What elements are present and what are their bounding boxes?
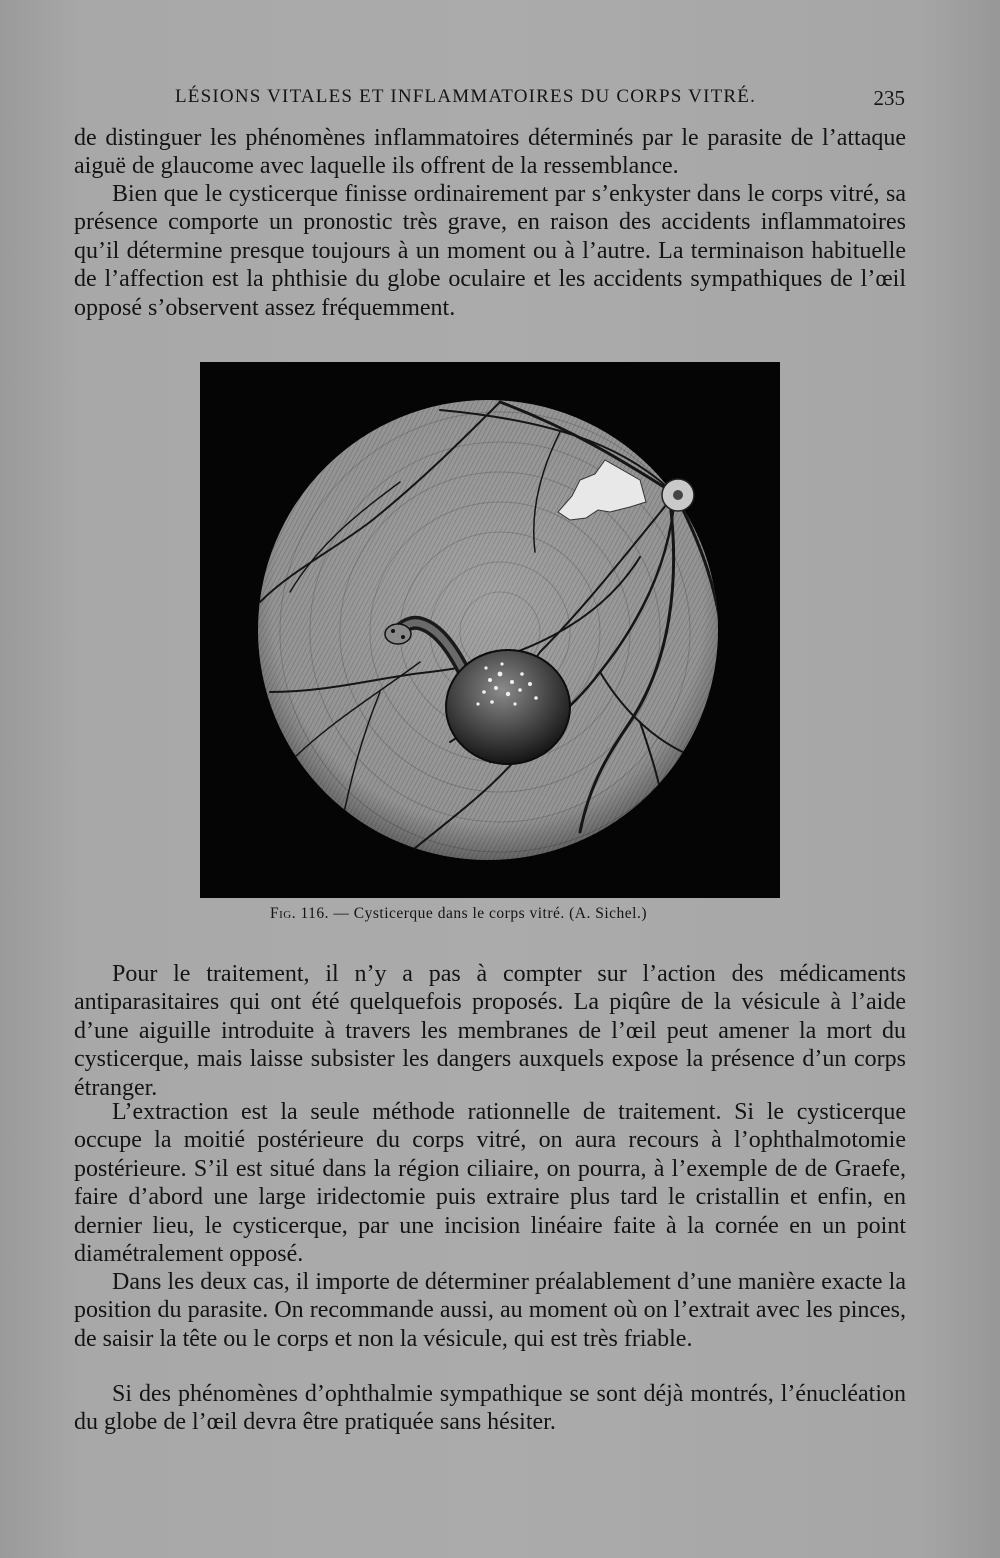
optic-disc: [662, 479, 694, 511]
cyst-vesicle: [446, 650, 570, 764]
fundus-engraving: [200, 362, 780, 898]
running-title: LÉSIONS VITALES ET INFLAMMATOIRES DU CORPS VITRÉ.: [175, 86, 757, 107]
page-number: 235: [873, 86, 905, 110]
figure-caption: [270, 905, 730, 923]
page-header: [75, 86, 905, 116]
paragraph: Dans les deux cas, il importe de déterminer préalablement d’une manière exacte la position du parasite. On recommande aussi, au moment où on l’extrait avec les pinces, de saisir la tête ou le corps et non la vésicule, qui est très friable.: [74, 1269, 906, 1352]
scolex-head: [385, 624, 411, 644]
paragraph: Pour le traitement, il n’y a pas à compter sur l’action des médicaments antiparasitaires qui ont été quelquefois proposés. La piqûre de la vésicule à l’aide d’une aiguille introduite à travers les membranes de l’œil peut amener la mort du cysticerque, mais laisse subsister les dangers auxquels expose la présence d’un corps étranger.: [74, 961, 906, 1101]
paragraph: L’extraction est la seule méthode rationnelle de traitement. Si le cysticerque occupe la moitié postérieure du corps vitré, on aura recours à l’ophthalmotomie postérieure. S’il est situé dans la région ciliaire, on pourra, à l’exemple de de Graefe, faire d’abord une large iridectomie puis extraire plus tard le cristallin et enfin, en dernier lieu, le cysticerque, par une incision linéaire faite à la cornée en un point diamétralement opposé.: [74, 1099, 906, 1268]
figure-caption-text: — Cysticerque dans le corps vitré. (A. Sichel.): [333, 905, 648, 922]
paragraph: Bien que le cysticerque finisse ordinairement par s’enkyster dans le corps vitré, sa présence comporte un pronostic très grave, en raison des accidents inflammatoires qu’il détermine presque toujours à un moment ou à l’autre. La terminaison habituelle de l’affection est la phthisie du globe oculaire et les accidents sympathiques de l’œil opposé s’observent assez fréquemment.: [74, 181, 906, 321]
paragraph: Si des phénomènes d’ophthalmie sympathique se sont déjà montrés, l’énucléation du globe de l’œil devra être pratiquée sans hésiter.: [74, 1381, 906, 1436]
figure-illustration: [200, 362, 780, 898]
paragraph: de distinguer les phénomènes inflammatoires déterminés par le parasite de l’attaque aiguë de glaucome avec laquelle ils offrent de la ressemblance.: [74, 125, 906, 180]
figure-label: Fig. 116.: [270, 905, 330, 922]
